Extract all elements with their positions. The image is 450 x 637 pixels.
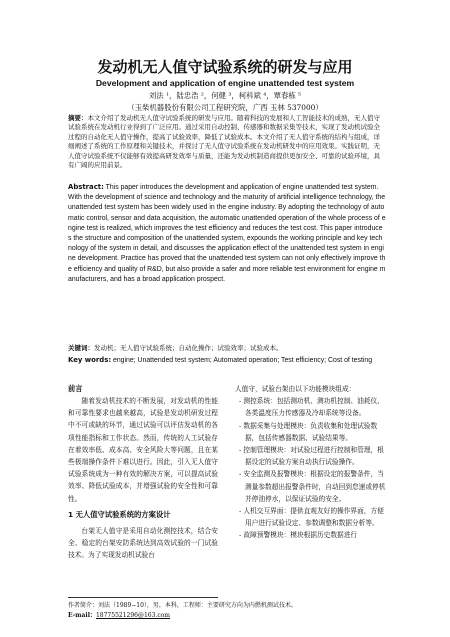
email-link[interactable]: 18775521296@163.com <box>95 612 170 619</box>
list-item: - 安全监测及报警模块：根据设定的报警条件，当测量参数超出报警条件时，自动回到怠速或停机并停油停水，以保证试验的安全。 <box>239 470 386 503</box>
abstract-cn-label: 摘要： <box>68 114 88 122</box>
email-label: E-mail： <box>68 612 96 619</box>
keywords-cn-label: 关键词： <box>68 344 94 352</box>
paper-title-en: Development and application of engine unattended test system <box>95 78 355 88</box>
keywords-en <box>68 356 386 365</box>
keywords-cn-text: 发动机；无人值守试验系统；自动化操作；试验效率；试验成本。 <box>94 344 283 352</box>
footnote-email <box>68 610 170 619</box>
keywords-en-label: Key words: <box>68 356 112 364</box>
keywords-en-text: engine; Unattended test system; Automated operation; Test efficiency; Cost of testing <box>111 357 373 364</box>
module-intro: 人值守，试验台架由以下功能模块组成： <box>235 385 356 393</box>
abstract-cn-text: 本文介绍了发动机无人值守试验系统的研发与应用。随着科技的发展和人工智能技术的成熟，无人值守试验系统在发动机行业得到了广泛应用。通过采用自动控制、传感器和数据采集等技术，实现了发动机试验全过程的自动化无人值守操作，提高了试验效率，降低了试验成本。本文介绍了无人值守系统的结构与组成，详细阐述了系统的工作原理和关键技术，并探讨了无人值守试验系统在发动机研发中的应用效果。实践证明，无人值守试验系统不仅能够有效提高研发效率与质量，还能为发动机制造商提供更加安全、可靠的试验环境，具有广阔的应用前景。 <box>68 114 380 170</box>
module-list <box>235 395 387 541</box>
list-item: - 人机交互界面：提供直观友好的操作界面，方便用户进行试验设定、参数调整和数据分析等。 <box>239 507 384 528</box>
list-item: - 故障预警模块：模块根据历史数据进行 <box>239 531 358 540</box>
abstract-en-text: This paper introduces the development and application of engine unattended test system. With the development of science and technology and the maturity of artificial intelligence technology, the unattended test system has been widely used in the engine industry. By adopting the technology of automatic control, sensor and data acquisition, the automatic unattended operation of the whole process of engine test is realized, which improves the test efficiency and reduces the test cost. This paper introduces the structure and composition of the unattended system, expounds the working principle and key technology of the system in detail, and discusses the application effect of the unattended test system in engine development. Practice has proved that the unattended test system can not only effectively improve the efficiency and quality of R&D, but also provide a safer and more reliable test environment for engine manufacturers, and has a broad application prospect. <box>68 184 386 283</box>
list-item: - 测控系统：包括测功机、测功机控制、油耗仪、各类温度压力传感器及冷却系统等设备。 <box>239 397 384 418</box>
abstract-en <box>68 182 386 285</box>
preface-paragraph: 随着发动机技术的不断发展，对发动机的性能和可靠性要求也越来越高，试验是发动机研发过程中不可或缺的环节，通过试验可以评估发动机的各项性能指标和工作状态。然而，传统的人工试验存在着效率低、成本高、安全风险大等问题，且在某些极端操作条件下难以进行。因此，引入无人值守试验系统成为一种有效的解决方案，可以提高试验效率、降低试验成本，并增强试验的安全性和可靠性。 <box>68 397 218 503</box>
list-item: - 数据采集与处理模块：负责收集和处理试验数据，包括传感器数据、试验结果等。 <box>239 421 378 442</box>
author-affiliation: （玉柴机器股份有限公司工程研究院，广西 玉林 537000） <box>127 103 323 112</box>
body-column-right <box>235 383 387 542</box>
author-list: 刘法 ¹，陆忠浩 ²，何健 ³，柯科斌 ⁴，覃春栋 ⁵ <box>148 91 302 100</box>
body-column-left <box>68 383 218 562</box>
keywords-cn <box>68 344 386 353</box>
abstract-en-label: Abstract: <box>68 183 104 191</box>
list-item: - 控制管理模块：对试验过程进行控制和管理，根据设定的试验方案自动执行试验操作。 <box>239 446 384 467</box>
section-1-heading: 1 无人值守试验系统的方案设计 <box>68 509 171 519</box>
footnote-author: 作者简介：刘法（1989−10），男，本科，工程师：主要研究方向为内燃机测试技术。 <box>68 602 297 609</box>
footnote-divider <box>68 597 218 598</box>
abstract-cn <box>68 114 386 170</box>
paper-title-cn: 发动机无人值守试验系统的研发与应用 <box>97 58 353 76</box>
section-1-paragraph: 台架无人值守是采用自动化测控技术，结合安全、稳定的台架安防系统达到高效试验的一门试验技术。为了实现发动机试验台 <box>68 527 218 560</box>
preface-heading: 前言 <box>68 384 83 393</box>
